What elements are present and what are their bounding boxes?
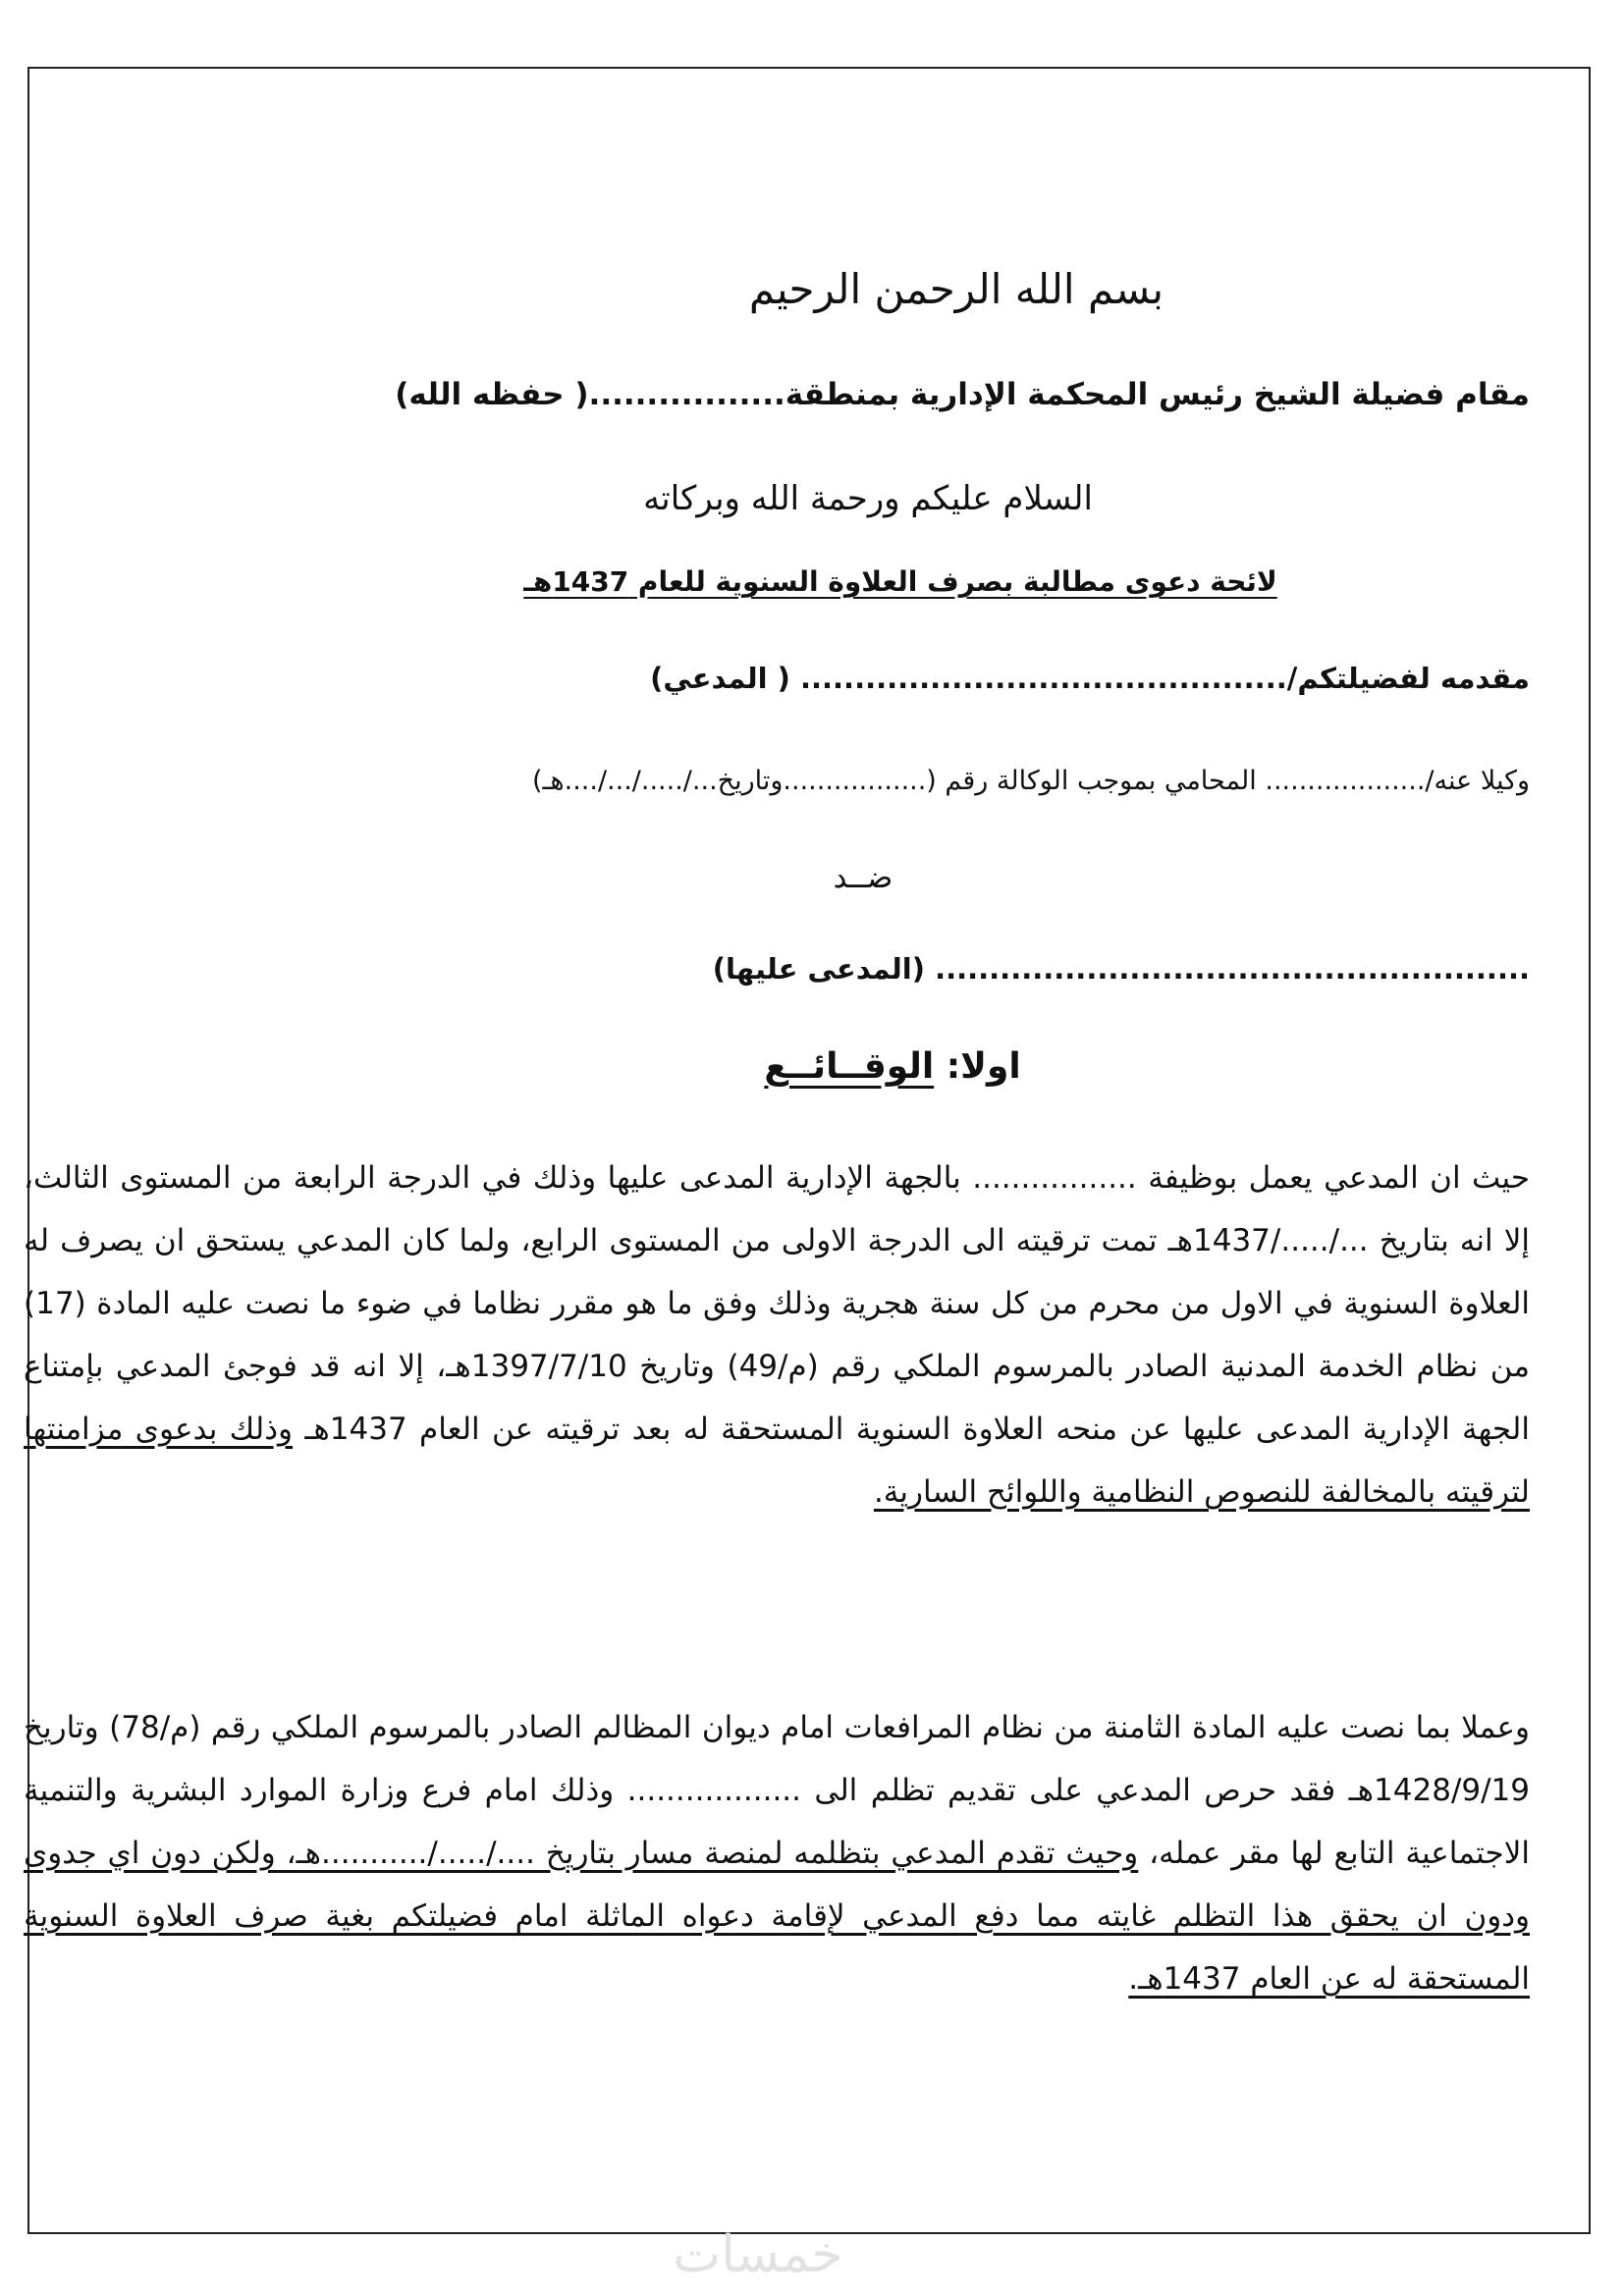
defendant-line: ....................................................... (المدعى عليها) (712, 952, 1530, 986)
addressee-line: مقام فضيلة الشيخ رئيس المحكمة الإدارية بمنطقة.................( حفظه الله) (395, 377, 1530, 412)
agent-line: وكيلا عنه/................... المحامي بموجب الوكالة رقم (.................وتاريخ.../...../.../....هـ) (531, 766, 1530, 796)
facts-paragraph-2-text: وعملا بما نصت عليه المادة الثامنة من نظام المرافعات امام ديوان المظالم الصادر بالمرسوم الملكي رقم (م/78) وتاريخ 1428/9/19هـ فقد حرص المدعي على تقديم تظلم الى .................. وذلك امام فرع وزارة الموارد البشرية والتنمية الاجتماعية التابع لها مقر عمله، (24, 1710, 1530, 1871)
page-frame (24, 67, 1591, 2234)
section-title: الوقــائــع (764, 1046, 935, 1087)
plaintiff-line: مقدمه لفضيلتكم/............................................. ( المدعي) (650, 662, 1530, 695)
facts-paragraph-1-underlined: وذلك بدعوى مزامنتها لترقيته بالمخالفة للنصوص النظامية واللوائح السارية. (24, 1412, 1530, 1510)
facts-paragraph-1 (24, 1147, 1530, 1523)
section-heading (29, 1046, 1589, 1087)
document-title (29, 565, 1589, 598)
section-prefix: اولا: (934, 1046, 1021, 1087)
watermark: خمسات (673, 2225, 843, 2284)
greeting: السلام عليكم ورحمة الله وبركاته (643, 479, 1093, 518)
facts-paragraph-1-text: حيث ان المدعي يعمل بوظيفة ................. بالجهة الإدارية المدعى عليها وذلك في الدرجة الرابعة من المستوى الثالث، إلا انه بتاريخ .../...../1437هـ تمت ترقيته الى الدرجة الاولى من المستوى الرابع، ولما كان المدعي يستحق ان يصرف له العلاوة السنوية في الاول من محرم من كل سنة هجرية وذلك وفق ما هو مقرر نظاما في ضوء ما نصت عليه المادة (17) من نظام الخدمة المدنية الصادر بالمرسوم الملكي رقم (م/49) وتاريخ 1397/7/10هـ، إلا انه قد فوجئ المدعي بإمتناع الجهة الإدارية المدعى عليها عن منحه العلاوة السنوية المستحقة له بعد ترقيته عن العام 1437هـ (24, 1160, 1530, 1447)
basmala: بسم الله الرحمن الرحيم (748, 265, 1164, 313)
facts-paragraph-2 (24, 1696, 1530, 2010)
document-title-text: لائحة دعوى مطالبة بصرف العلاوة السنوية للعام 1437هـ (523, 565, 1277, 598)
versus-label: ضــد (833, 860, 893, 895)
facts-paragraph-2-underlined: وحيث تقدم المدعي بتظلمه لمنصة مسار بتاريخ ..../...../...........هـ، ولكن دون اي جدوى ودون ان يحقق هذا التظلم غايته مما دفع المدعي لإقامة دعواه الماثلة امام فضيلتكم بغية صرف العلاوة السنوية المستحقة له عن العام 1437هـ. (24, 1836, 1530, 1997)
